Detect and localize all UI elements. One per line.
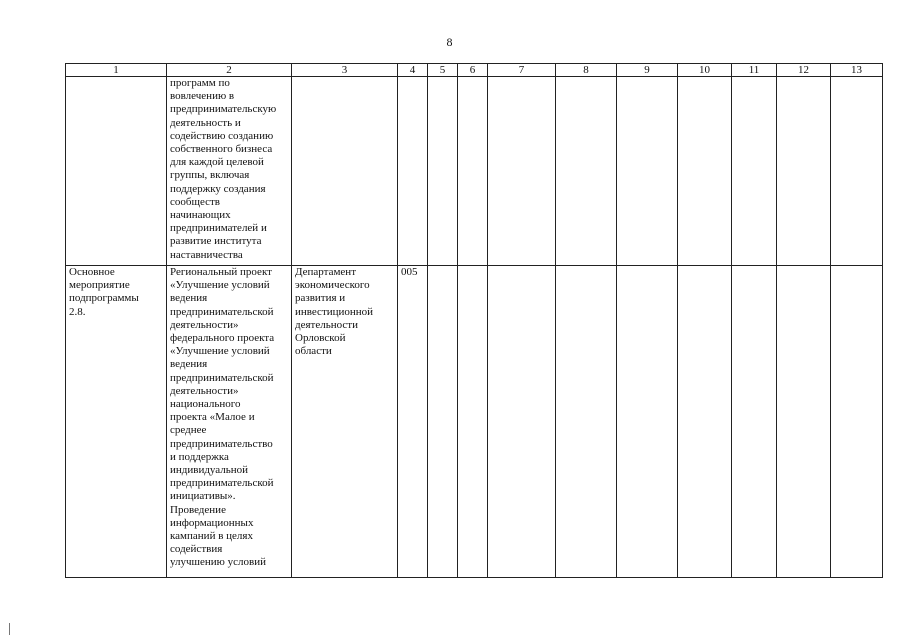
table-cell [777,266,831,578]
column-header: 5 [428,64,458,77]
table-cell [678,77,732,266]
cell-activity-type [66,77,167,266]
cell-code [398,77,428,266]
table-cell [617,77,678,266]
column-header: 11 [732,64,777,77]
cell-executor [292,77,398,266]
table-cell [458,266,488,578]
column-header: 7 [488,64,556,77]
table-cell [428,77,458,266]
table-cell [458,77,488,266]
column-header: 8 [556,64,617,77]
table-cell [831,77,883,266]
table-cell [428,266,458,578]
column-header: 6 [458,64,488,77]
column-header: 9 [617,64,678,77]
column-header: 4 [398,64,428,77]
column-number-row [66,64,883,77]
table-cell [617,266,678,578]
cell-activity-description: программ по вовлечению в предпринимательскую деятельность и содействию созданию собственного бизнеса для каждой целевой группы, включая поддержку создания сообществ начинающих предпринимателей и развитие института наставничества [167,77,292,266]
cell-code: 005 [398,266,428,578]
cell-activity-description: Региональный проект «Улучшение условий ведения предпринимательской деятельности» федерального проекта «Улучшение условий ведения предпринимательской деятельности» национального проекта «Малое и среднее предпринимательство и поддержка индивидуальной предпринимательской инициативы». Проведение информационных кампаний в целях содействия улучшению условий [167,266,292,578]
cell-activity-type: Основное мероприятие подпрограммы 2.8. [66,266,167,578]
column-header: 1 [66,64,167,77]
table-row [66,266,883,578]
column-header: 2 [167,64,292,77]
table-cell [488,266,556,578]
cell-executor: Департамент экономического развития и инвестиционной деятельности Орловской области [292,266,398,578]
table-cell [678,266,732,578]
table-cell [556,266,617,578]
table-cell [556,77,617,266]
table-cell [732,77,777,266]
column-header: 10 [678,64,732,77]
column-header: 12 [777,64,831,77]
page-number: 8 [446,35,453,49]
table-cell [831,266,883,578]
scan-margin-mark [9,623,10,635]
program-table [65,63,883,578]
table-cell [732,266,777,578]
column-header: 3 [292,64,398,77]
column-header: 13 [831,64,883,77]
table-cell [488,77,556,266]
table-cell [777,77,831,266]
table-row [66,77,883,266]
